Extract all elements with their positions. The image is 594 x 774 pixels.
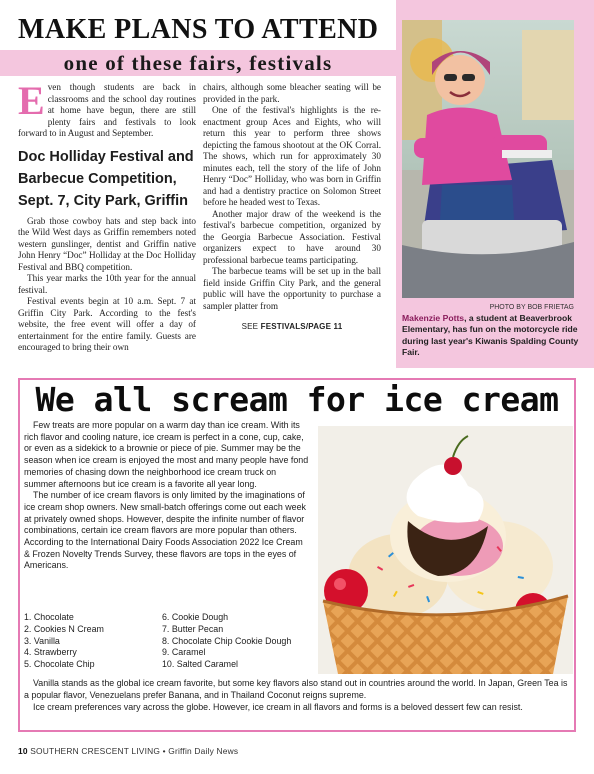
closing-paragraph: Ice cream preferences vary across the globe. However, ice cream in all flavors and forms is a beloved dessert few can resist. bbox=[33, 701, 523, 712]
caption-name: Makenzie Potts bbox=[402, 313, 465, 323]
closing-paragraph: Vanilla stands as the global ice cream favorite, but some key flavors also stand out in countries around the world. In Japan, Green Tea is a popular flavor, Venezuelans prefer Banana, and in Thailand Coconut reigns supreme. bbox=[24, 678, 568, 700]
flavor-item: 5. Chocolate Chip bbox=[24, 659, 95, 670]
flavor-item: 6. Cookie Dough bbox=[162, 612, 229, 622]
article-column-2 bbox=[203, 82, 381, 331]
see-page: /PAGE 11 bbox=[305, 322, 343, 331]
col1-paragraph: Grab those cowboy hats and step back into the Wild West days as Griffin remembers noted western gunslinger, dentist and Griffin native John Henry “Doc” Holliday at the Doc Holliday Festival and BBQ competition. bbox=[18, 215, 196, 272]
page-number: 10 bbox=[18, 746, 28, 756]
flavor-item: 2. Cookies N Cream bbox=[24, 623, 104, 634]
photo-credit: PHOTO BY BOB FRIETAG bbox=[489, 304, 574, 311]
col1-paragraph: This year marks the 10th year for the annual festival. bbox=[18, 273, 196, 295]
ice-cream-body bbox=[24, 420, 310, 572]
flavor-item: 4. Strawberry bbox=[24, 647, 77, 658]
intro-text: ven though students are back in classrooms and the school day routines at home have begun, there are still plenty fairs and festivals to look forward to in August and September. bbox=[18, 82, 196, 138]
event-heading: Doc Holliday Festival and Barbecue Competition, Sept. 7, City Park, Griffin bbox=[18, 148, 194, 209]
ice-cream-title: We all scream for ice cream bbox=[35, 380, 559, 419]
newspaper-name: Griffin Daily News bbox=[168, 746, 239, 756]
flavor-list-right bbox=[162, 612, 291, 671]
flavor-list-left bbox=[24, 612, 104, 671]
flavor-item: 7. Butter Pecan bbox=[162, 623, 224, 634]
intro-paragraph bbox=[18, 78, 196, 140]
drop-cap: E bbox=[18, 78, 45, 123]
article-subhead: one of these fairs, festivals bbox=[63, 51, 333, 75]
flavor-item: 9. Caramel bbox=[162, 647, 206, 658]
ice-cream-closing bbox=[24, 678, 570, 713]
ice-cream-paragraph: Few treats are more popular on a warm day than ice cream. With its rich flavor and cooling nature, ice cream is perfect in a cone, cup, cake, or even as a sidekick to a brownie or piece of pie. Summer may be the season when ice cream is enjoyed the most and many people have fond memories of chasing down the neighborhood ice cream truck on summer afternoons but ice cream is a favorite all year long. bbox=[24, 420, 309, 489]
ice-cream-paragraph: The number of ice cream flavors is only limited by the imaginations of ice cream shop owners. New small-batch offerings come out each week at privately owned shops. However, despite the infinite number of flavor combinations, certain ice cream flavors are more popular than others. According to the International Dairy Foods Association 2022 Ice Cream & Frozen Novelty Trends Survey, these flavors are tops in the eyes of Americans. bbox=[24, 490, 306, 571]
page-footer bbox=[18, 746, 238, 756]
col2-paragraph: Another major draw of the weekend is the festival's barbecue competition, organized by the Georgia Barbecue Association. Festival organizers expect to have around 30 professional barbecue teams participating. bbox=[203, 208, 381, 265]
photo-caption bbox=[402, 313, 580, 359]
col2-paragraph: One of the festival's highlights is the re-enactment group Aces and Eights, who will return this year to perform three shows depicting the famous shootout at the OK Corral. The shows, which run for approximately 30 minutes each, tell the story of the life of John Henry “Doc” Holliday, who was born in Griffin and had a dentistry practice on Solomon Street before he headed west to Texas. bbox=[203, 105, 381, 207]
col2-paragraph: chairs, although some bleacher seating will be provided in the park. bbox=[203, 82, 381, 104]
flavor-item: 1. Chocolate bbox=[24, 612, 74, 622]
see-ref: FESTIVALS bbox=[260, 322, 306, 331]
flavor-item: 3. Vanilla bbox=[24, 635, 60, 646]
col2-paragraph: The barbecue teams will be set up in the ball field inside Griffin City Park, and the general public will have the opportunity to purchase a sampler platter from bbox=[203, 266, 381, 311]
flavor-item: 8. Chocolate Chip Cookie Dough bbox=[162, 635, 292, 646]
article-headline: MAKE PLANS TO ATTEND bbox=[18, 14, 379, 45]
caption-text: , a student at Beaverbrook Elementary, has fun on the motorcycle ride during last year's Kiwanis Spalding County Fair. bbox=[402, 313, 579, 358]
fair-ride-photo bbox=[402, 20, 574, 298]
see-prefix: SEE bbox=[241, 322, 261, 331]
ice-cream-photo bbox=[318, 426, 573, 674]
publication-name: SOUTHERN CRESCENT LIVING bbox=[30, 746, 161, 756]
footer-separator: • bbox=[162, 746, 166, 756]
article-column-1 bbox=[18, 78, 196, 354]
continued-reference[interactable] bbox=[203, 322, 381, 331]
flavor-item: 10. Salted Caramel bbox=[162, 659, 238, 670]
col1-paragraph: Festival events begin at 10 a.m. Sept. 7 at Griffin City Park. According to the fest's website, the free event will offer a day of entertainment for the entire family. Guests are encouraged to bring their own bbox=[18, 296, 196, 352]
